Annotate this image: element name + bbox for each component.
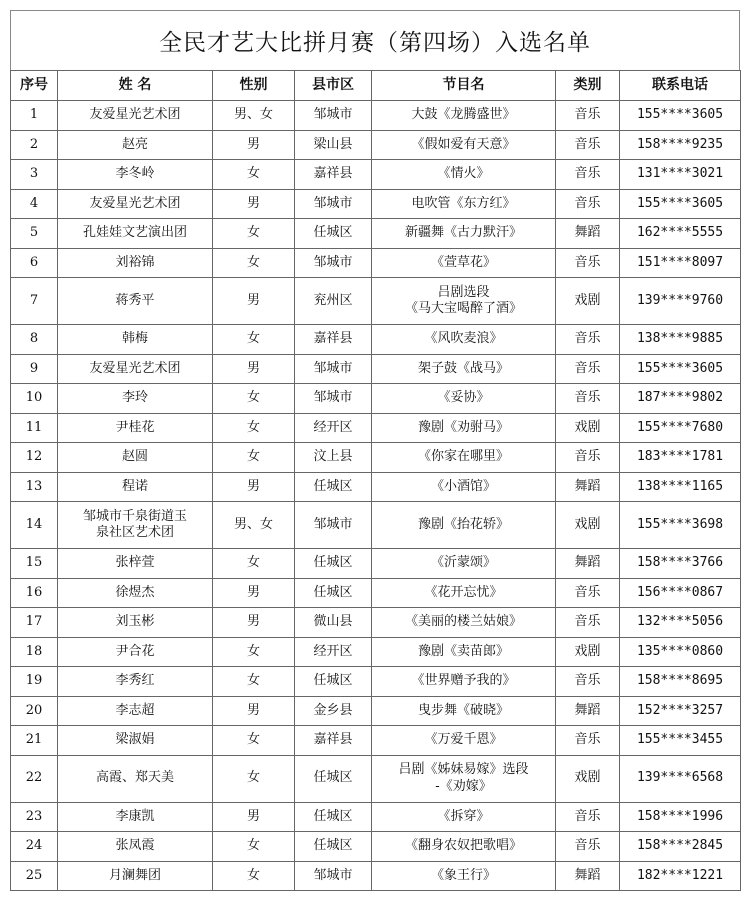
cell-category: 舞蹈 [556,472,620,502]
header-gender: 性别 [213,71,295,101]
cell-category: 戏剧 [556,278,620,325]
cell-phone: 155****3455 [620,726,741,756]
table-row [11,278,741,325]
cell-program: 《翻身农奴把歌唱》 [372,832,556,862]
cell-county: 汶上县 [295,443,372,473]
cell-gender: 女 [213,832,295,862]
header-county: 县市区 [295,71,372,101]
cell-county: 任城区 [295,832,372,862]
cell-name: 高霞、郑天美 [58,755,213,802]
cell-category: 音乐 [556,384,620,414]
table-row [11,101,741,131]
header-program: 节目名 [372,71,556,101]
cell-county: 任城区 [295,472,372,502]
cell-county: 微山县 [295,608,372,638]
cell-no: 9 [11,354,58,384]
header-no: 序号 [11,71,58,101]
cell-program: 曳步舞《破晓》 [372,696,556,726]
page-title: 全民才艺大比拼月赛（第四场）入选名单 [10,10,740,70]
table-row [11,726,741,756]
cell-name: 程诺 [58,472,213,502]
cell-program: 《花开忘忧》 [372,578,556,608]
cell-no: 20 [11,696,58,726]
cell-county: 金乡县 [295,696,372,726]
cell-no: 13 [11,472,58,502]
cell-phone: 187****9802 [620,384,741,414]
cell-gender: 男 [213,696,295,726]
cell-county: 任城区 [295,667,372,697]
cell-gender: 男 [213,130,295,160]
cell-name: 友爱星光艺术团 [58,101,213,131]
cell-category: 音乐 [556,832,620,862]
cell-category: 音乐 [556,101,620,131]
cell-name: 月澜舞团 [58,861,213,891]
cell-gender: 男 [213,472,295,502]
cell-gender: 女 [213,248,295,278]
cell-program: 《小酒馆》 [372,472,556,502]
cell-name: 邹城市千泉街道玉 泉社区艺术团 [58,502,213,549]
cell-no: 11 [11,413,58,443]
cell-category: 音乐 [556,189,620,219]
cell-county: 梁山县 [295,130,372,160]
cell-program: 《假如爱有天意》 [372,130,556,160]
cell-gender: 男 [213,578,295,608]
cell-no: 24 [11,832,58,862]
cell-county: 任城区 [295,549,372,579]
header-category: 类别 [556,71,620,101]
table-row [11,189,741,219]
cell-county: 经开区 [295,637,372,667]
cell-program: 吕剧选段 《马大宝喝醉了酒》 [372,278,556,325]
cell-category: 音乐 [556,443,620,473]
cell-name: 李秀红 [58,667,213,697]
cell-gender: 女 [213,160,295,190]
cell-category: 音乐 [556,802,620,832]
cell-county: 嘉祥县 [295,160,372,190]
header-row [11,71,741,101]
cell-county: 嘉祥县 [295,325,372,355]
cell-name: 徐煜杰 [58,578,213,608]
cell-no: 1 [11,101,58,131]
cell-name: 赵亮 [58,130,213,160]
cell-name: 李康凯 [58,802,213,832]
cell-name: 友爱星光艺术团 [58,354,213,384]
cell-no: 4 [11,189,58,219]
cell-county: 兖州区 [295,278,372,325]
cell-county: 邹城市 [295,502,372,549]
cell-no: 18 [11,637,58,667]
cell-no: 15 [11,549,58,579]
roster-body [11,101,741,891]
cell-phone: 139****9760 [620,278,741,325]
cell-gender: 男 [213,354,295,384]
cell-gender: 女 [213,637,295,667]
cell-gender: 女 [213,219,295,249]
cell-name: 友爱星光艺术团 [58,189,213,219]
table-row [11,578,741,608]
cell-phone: 155****3605 [620,354,741,384]
cell-gender: 女 [213,549,295,579]
table-row [11,637,741,667]
cell-phone: 162****5555 [620,219,741,249]
cell-name: 尹桂花 [58,413,213,443]
cell-program: 电吹管《东方红》 [372,189,556,219]
cell-category: 舞蹈 [556,696,620,726]
cell-program: 《情火》 [372,160,556,190]
cell-county: 邹城市 [295,384,372,414]
cell-category: 音乐 [556,726,620,756]
cell-name: 梁淑娟 [58,726,213,756]
cell-county: 邹城市 [295,101,372,131]
cell-category: 音乐 [556,248,620,278]
cell-name: 刘裕锦 [58,248,213,278]
cell-gender: 男、女 [213,502,295,549]
cell-category: 音乐 [556,325,620,355]
cell-category: 戏剧 [556,502,620,549]
cell-gender: 女 [213,413,295,443]
cell-name: 刘玉彬 [58,608,213,638]
table-row [11,413,741,443]
cell-category: 音乐 [556,578,620,608]
cell-category: 音乐 [556,608,620,638]
cell-no: 25 [11,861,58,891]
cell-county: 任城区 [295,578,372,608]
cell-program: 豫剧《抬花轿》 [372,502,556,549]
cell-phone: 132****5056 [620,608,741,638]
header-phone: 联系电话 [620,71,741,101]
cell-no: 23 [11,802,58,832]
table-row [11,608,741,638]
cell-phone: 152****3257 [620,696,741,726]
cell-phone: 138****9885 [620,325,741,355]
cell-program: 《萱草花》 [372,248,556,278]
cell-phone: 155****3698 [620,502,741,549]
table-row [11,832,741,862]
table-row [11,384,741,414]
cell-program: 《沂蒙颂》 [372,549,556,579]
table-row [11,755,741,802]
cell-gender: 女 [213,726,295,756]
table-row [11,549,741,579]
cell-phone: 131****3021 [620,160,741,190]
table-row [11,130,741,160]
cell-category: 戏剧 [556,755,620,802]
cell-name: 李冬岭 [58,160,213,190]
cell-county: 任城区 [295,219,372,249]
cell-phone: 138****1165 [620,472,741,502]
cell-gender: 女 [213,443,295,473]
cell-no: 16 [11,578,58,608]
cell-gender: 女 [213,861,295,891]
cell-name: 张凤霞 [58,832,213,862]
cell-category: 音乐 [556,130,620,160]
cell-gender: 男 [213,189,295,219]
cell-program: 新疆舞《古力默汗》 [372,219,556,249]
table-row [11,443,741,473]
table-row [11,248,741,278]
cell-county: 邹城市 [295,861,372,891]
cell-county: 任城区 [295,755,372,802]
cell-gender: 女 [213,384,295,414]
cell-no: 3 [11,160,58,190]
cell-county: 嘉祥县 [295,726,372,756]
cell-program: 豫剧《卖苗郎》 [372,637,556,667]
table-row [11,219,741,249]
cell-phone: 151****8097 [620,248,741,278]
cell-phone: 135****0860 [620,637,741,667]
cell-name: 李志超 [58,696,213,726]
cell-program: 《万爱千恩》 [372,726,556,756]
cell-name: 李玲 [58,384,213,414]
cell-no: 21 [11,726,58,756]
cell-program: 豫剧《劝驸马》 [372,413,556,443]
cell-program: 《世界赠予我的》 [372,667,556,697]
cell-category: 音乐 [556,160,620,190]
cell-county: 任城区 [295,802,372,832]
cell-name: 尹合花 [58,637,213,667]
cell-phone: 182****1221 [620,861,741,891]
cell-phone: 155****3605 [620,101,741,131]
cell-no: 10 [11,384,58,414]
cell-gender: 女 [213,755,295,802]
cell-county: 邹城市 [295,189,372,219]
table-row [11,667,741,697]
cell-county: 邹城市 [295,248,372,278]
cell-category: 舞蹈 [556,219,620,249]
cell-program: 吕剧《姊妹易嫁》选段 -《劝嫁》 [372,755,556,802]
cell-phone: 155****3605 [620,189,741,219]
cell-no: 5 [11,219,58,249]
cell-name: 蒋秀平 [58,278,213,325]
cell-program: 《美丽的楼兰姑娘》 [372,608,556,638]
cell-no: 7 [11,278,58,325]
cell-program: 《拆穿》 [372,802,556,832]
cell-phone: 158****2845 [620,832,741,862]
cell-no: 19 [11,667,58,697]
cell-no: 17 [11,608,58,638]
cell-gender: 女 [213,667,295,697]
table-row [11,472,741,502]
cell-gender: 女 [213,325,295,355]
cell-category: 戏剧 [556,413,620,443]
cell-phone: 139****6568 [620,755,741,802]
cell-no: 14 [11,502,58,549]
table-row [11,696,741,726]
cell-category: 戏剧 [556,637,620,667]
cell-name: 张梓萱 [58,549,213,579]
cell-program: 《象王行》 [372,861,556,891]
cell-no: 12 [11,443,58,473]
cell-category: 舞蹈 [556,861,620,891]
cell-name: 韩梅 [58,325,213,355]
cell-no: 22 [11,755,58,802]
table-row [11,861,741,891]
cell-county: 邹城市 [295,354,372,384]
cell-program: 大鼓《龙腾盛世》 [372,101,556,131]
cell-program: 架子鼓《战马》 [372,354,556,384]
cell-name: 赵圆 [58,443,213,473]
table-row [11,802,741,832]
table-row [11,325,741,355]
cell-phone: 155****7680 [620,413,741,443]
cell-gender: 男 [213,608,295,638]
cell-category: 音乐 [556,354,620,384]
cell-program: 《风吹麦浪》 [372,325,556,355]
table-row [11,502,741,549]
cell-phone: 156****0867 [620,578,741,608]
cell-phone: 183****1781 [620,443,741,473]
cell-no: 2 [11,130,58,160]
cell-phone: 158****9235 [620,130,741,160]
cell-name: 孔娃娃文艺演出团 [58,219,213,249]
cell-phone: 158****8695 [620,667,741,697]
header-name: 姓 名 [58,71,213,101]
cell-gender: 男、女 [213,101,295,131]
cell-gender: 男 [213,278,295,325]
cell-program: 《妥协》 [372,384,556,414]
cell-category: 舞蹈 [556,549,620,579]
table-row [11,354,741,384]
cell-program: 《你家在哪里》 [372,443,556,473]
cell-no: 6 [11,248,58,278]
cell-phone: 158****1996 [620,802,741,832]
cell-phone: 158****3766 [620,549,741,579]
cell-category: 音乐 [556,667,620,697]
roster-table [10,70,741,891]
cell-county: 经开区 [295,413,372,443]
cell-no: 8 [11,325,58,355]
cell-gender: 男 [213,802,295,832]
table-row [11,160,741,190]
